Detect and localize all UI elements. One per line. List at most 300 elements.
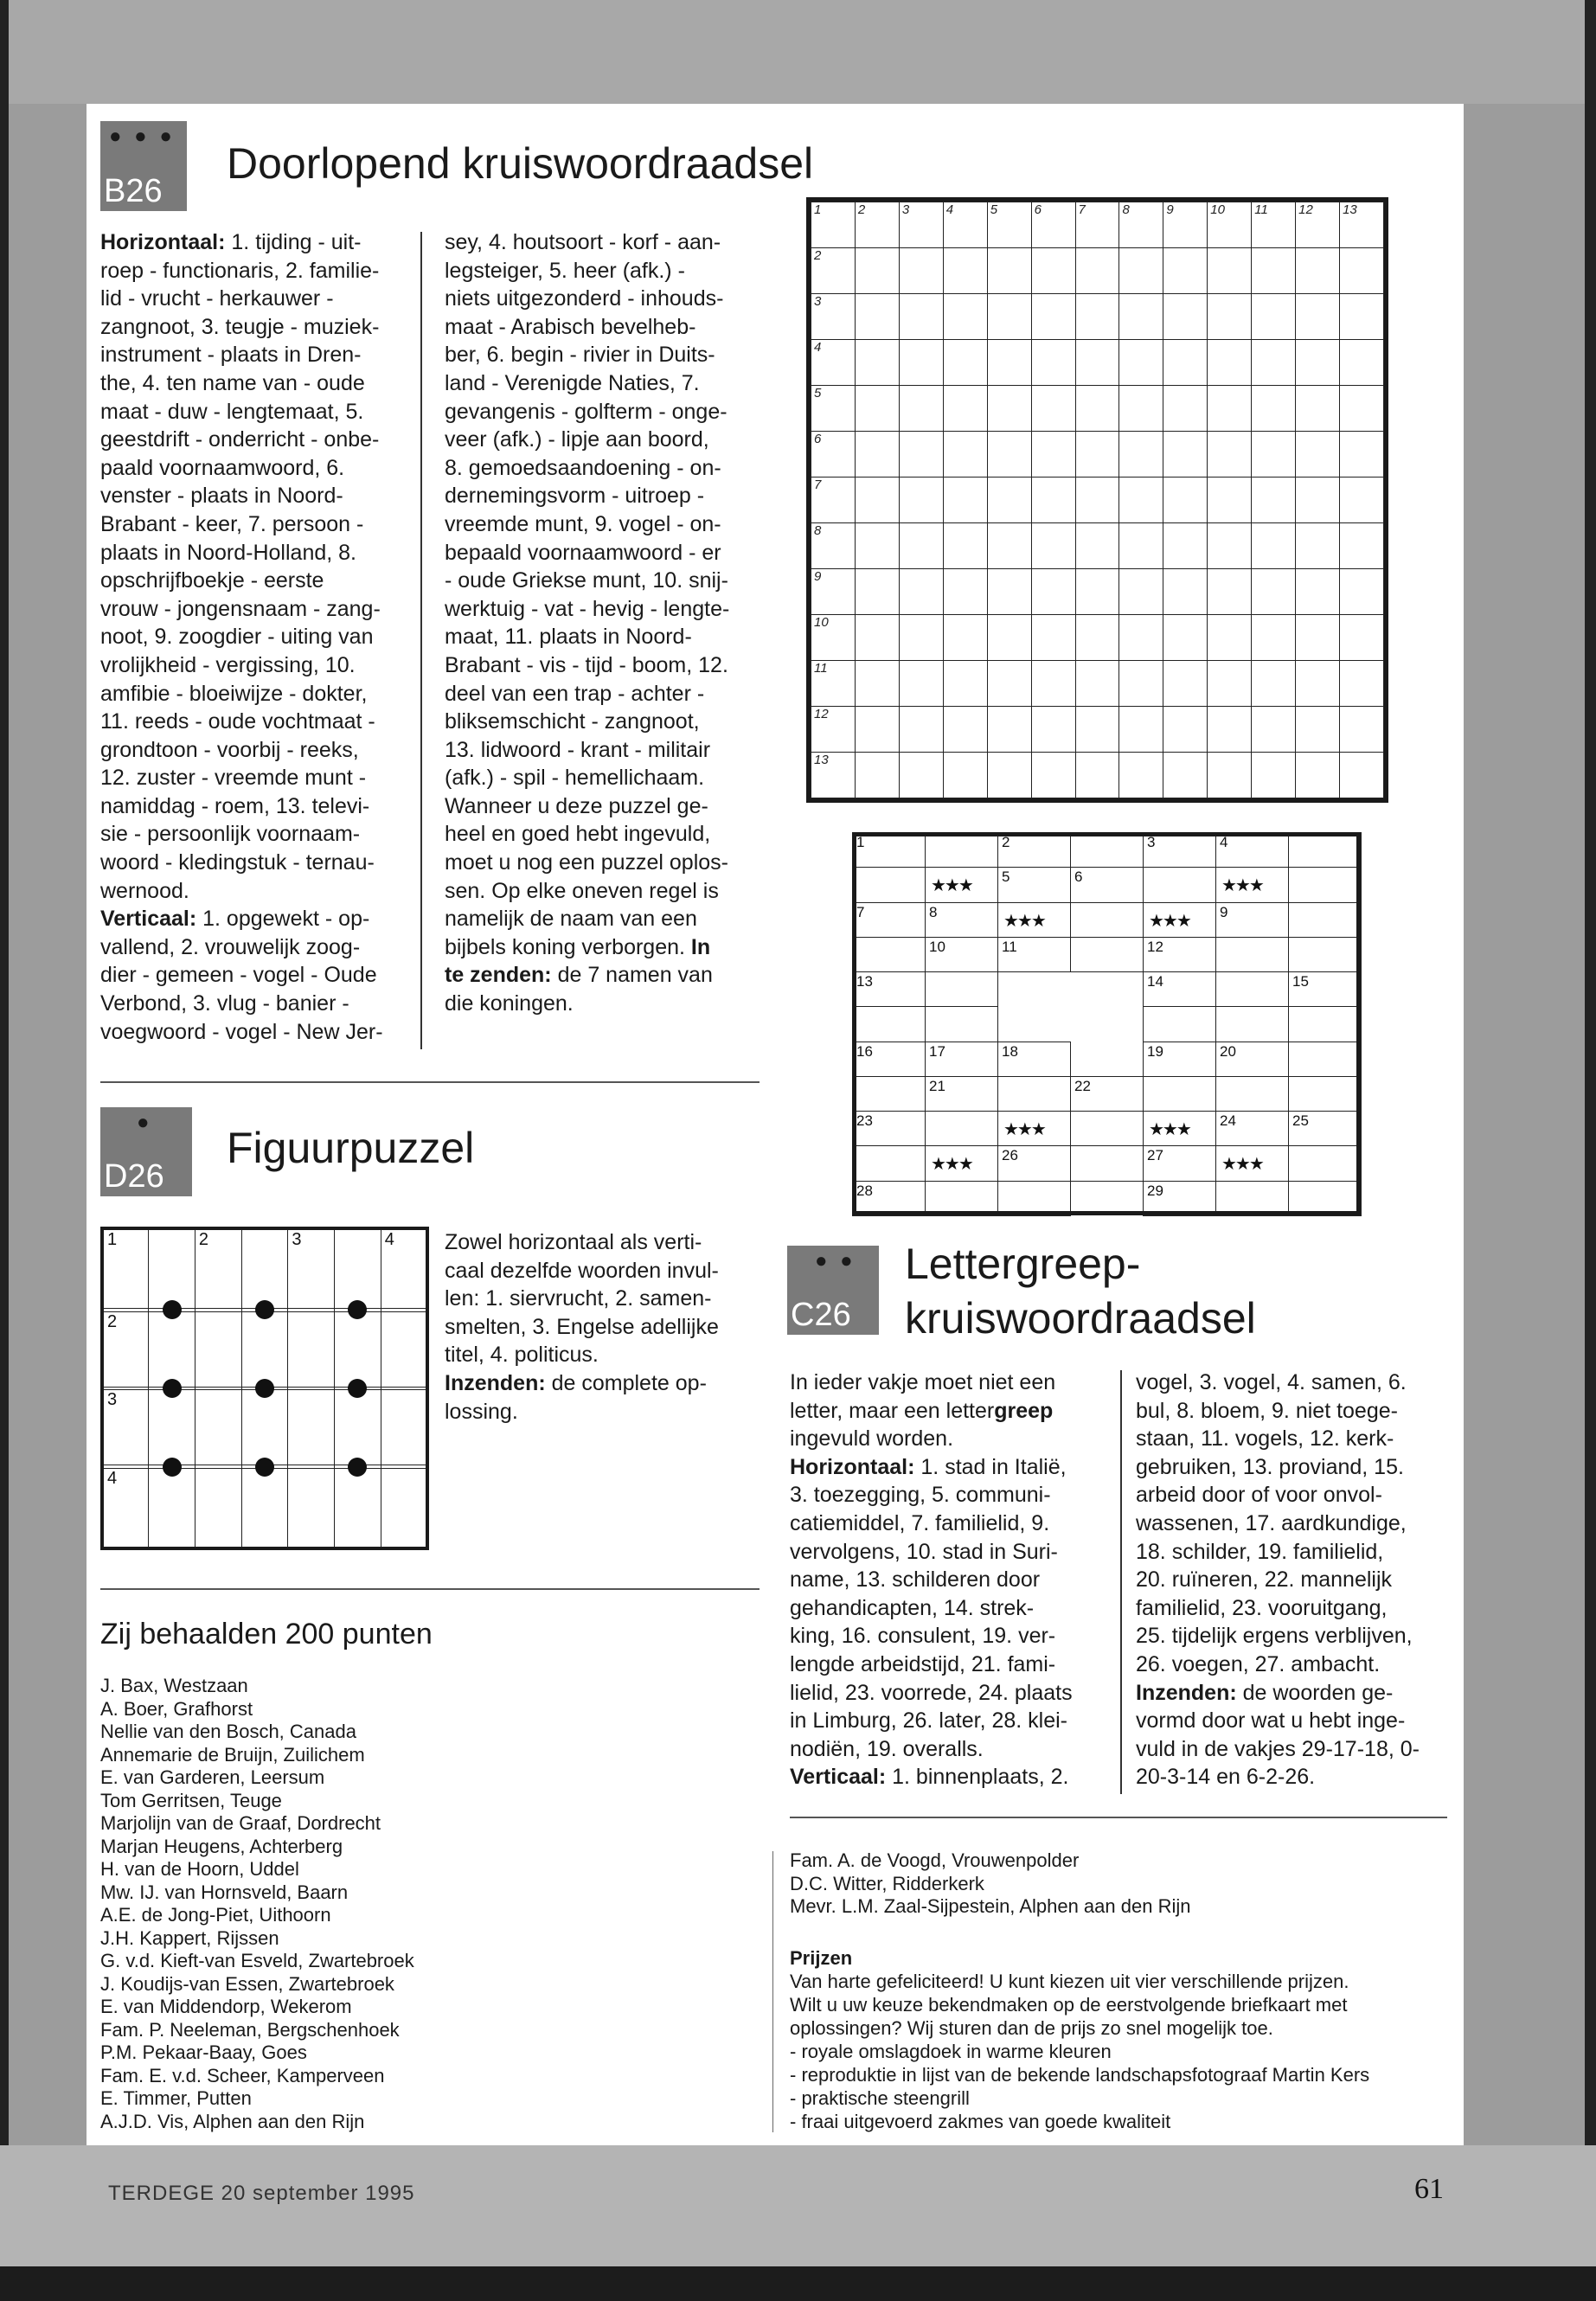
figure-cell[interactable] [241, 1228, 288, 1309]
grid-cell[interactable]: 10 [811, 615, 856, 661]
grid-cell[interactable] [1075, 523, 1119, 569]
grid-cell[interactable] [943, 248, 987, 294]
figure-cell[interactable]: 2 [195, 1228, 241, 1309]
grid-cell[interactable]: 13 [1340, 202, 1384, 248]
grid-cell[interactable] [1075, 248, 1119, 294]
figure-cell[interactable] [195, 1390, 241, 1465]
grid-cell[interactable]: 5 [987, 202, 1031, 248]
grid-cell[interactable] [1163, 294, 1208, 340]
grid-cell[interactable] [1031, 615, 1075, 661]
grid-cell[interactable] [943, 294, 987, 340]
grid-cell[interactable] [925, 971, 998, 1007]
grid-cell[interactable] [1031, 707, 1075, 753]
grid-cell[interactable] [987, 661, 1031, 707]
grid-cell[interactable] [1252, 340, 1296, 386]
section-divider [100, 1588, 760, 1590]
grid-cell[interactable] [1163, 386, 1208, 432]
grid-cell[interactable] [1215, 1006, 1289, 1042]
grid-cell[interactable] [1340, 523, 1384, 569]
figure-cell[interactable] [288, 1311, 335, 1387]
grid-cell[interactable] [1119, 661, 1163, 707]
grid-cell[interactable] [1340, 707, 1384, 753]
grid-cell[interactable] [1208, 753, 1252, 798]
grid-cell[interactable]: 9 [1215, 902, 1289, 938]
grid-cell[interactable] [899, 569, 943, 615]
grid-cell[interactable] [1163, 340, 1208, 386]
grid-cell[interactable] [1119, 523, 1163, 569]
grid-cell[interactable] [1119, 386, 1163, 432]
c26-code: C26 [791, 1297, 851, 1333]
grid-cell[interactable] [1296, 753, 1340, 798]
grid-cell[interactable] [943, 569, 987, 615]
grid-cell[interactable] [855, 294, 899, 340]
grid-cell[interactable]: 26 [997, 1145, 1071, 1181]
grid-cell[interactable] [1208, 569, 1252, 615]
grid-cell[interactable] [1163, 248, 1208, 294]
grid-cell[interactable]: 11 [1252, 202, 1296, 248]
figure-cell[interactable]: 4 [102, 1468, 149, 1548]
grid-cell[interactable] [899, 340, 943, 386]
grid-cell[interactable]: 14 [1143, 971, 1216, 1007]
winner-name: Annemarie de Bruijn, Zuilichem [100, 1743, 365, 1766]
grid-cell[interactable] [1288, 1042, 1362, 1077]
grid-cell[interactable] [855, 432, 899, 478]
grid-cell[interactable] [1070, 902, 1144, 938]
grid-cell[interactable] [855, 523, 899, 569]
grid-cell[interactable] [1252, 432, 1296, 478]
prize-line: Wilt u uw keuze bekendmaken op de eerstvolgende briefkaart met [790, 1994, 1348, 2016]
grid-cell[interactable] [1163, 523, 1208, 569]
grid-cell[interactable] [1163, 615, 1208, 661]
grid-cell[interactable] [1075, 661, 1119, 707]
grid-cell[interactable] [1340, 753, 1384, 798]
column-divider [772, 1851, 773, 2132]
grid-cell[interactable] [1075, 340, 1119, 386]
grid-cell[interactable] [1119, 294, 1163, 340]
grid-cell[interactable] [1143, 1111, 1216, 1146]
prizes-section [790, 1946, 1395, 2133]
grid-cell[interactable] [943, 615, 987, 661]
grid-cell[interactable] [987, 523, 1031, 569]
grid-cell[interactable] [1340, 294, 1384, 340]
grid-cell[interactable]: 15 [1288, 971, 1362, 1007]
grid-cell[interactable] [1252, 478, 1296, 523]
grid-cell[interactable] [899, 615, 943, 661]
grid-cell[interactable] [987, 478, 1031, 523]
prizes-title: Prijzen [790, 1947, 853, 1969]
grid-cell[interactable]: 8 [1119, 202, 1163, 248]
grid-cell[interactable] [899, 707, 943, 753]
grid-cell[interactable] [1340, 661, 1384, 707]
figure-cell[interactable] [381, 1390, 427, 1465]
figure-cell[interactable]: 3 [102, 1390, 149, 1465]
grid-cell[interactable]: 2 [997, 832, 1071, 868]
b26-code: B26 [104, 173, 163, 209]
grid-cell[interactable] [1215, 1181, 1289, 1216]
grid-cell[interactable] [1252, 386, 1296, 432]
figure-cell[interactable]: 3 [288, 1228, 335, 1309]
grid-cell[interactable] [1208, 707, 1252, 753]
grid-cell[interactable] [1252, 707, 1296, 753]
grid-cell[interactable] [1163, 661, 1208, 707]
figure-cell[interactable]: 2 [102, 1311, 149, 1387]
grid-cell[interactable] [1208, 661, 1252, 707]
grid-cell[interactable]: 18 [997, 1042, 1071, 1077]
grid-cell[interactable] [899, 753, 943, 798]
grid-cell[interactable]: 11 [997, 937, 1071, 972]
grid-cell[interactable] [1075, 294, 1119, 340]
grid-cell[interactable] [1340, 340, 1384, 386]
grid-cell[interactable] [1031, 569, 1075, 615]
grid-cell[interactable]: 23 [852, 1111, 926, 1146]
grid-cell[interactable] [1075, 386, 1119, 432]
grid-cell[interactable]: 13 [852, 971, 926, 1007]
grid-cell[interactable] [1119, 432, 1163, 478]
winner-name: J. Bax, Westzaan [100, 1675, 248, 1696]
grid-cell[interactable]: 9 [811, 569, 856, 615]
winner-name: Marjan Heugens, Achterberg [100, 1835, 343, 1857]
winner-name: D.C. Witter, Ridderkerk [790, 1872, 984, 1894]
grid-cell[interactable] [1075, 615, 1119, 661]
grid-cell[interactable] [1296, 294, 1340, 340]
grid-cell[interactable] [987, 615, 1031, 661]
grid-cell[interactable] [1340, 386, 1384, 432]
grid-cell[interactable] [1215, 1145, 1289, 1181]
grid-cell[interactable] [852, 1006, 926, 1042]
grid-cell[interactable] [1215, 1076, 1289, 1112]
grid-cell[interactable] [925, 832, 998, 868]
scan-border-left [0, 0, 9, 2301]
grid-cell[interactable] [1252, 294, 1296, 340]
c26-crossword-grid[interactable] [852, 832, 1361, 1215]
grid-cell[interactable]: 4 [811, 340, 856, 386]
figure-cell[interactable] [241, 1311, 288, 1387]
grid-cell[interactable] [1296, 523, 1340, 569]
grid-cell[interactable] [855, 661, 899, 707]
grid-cell[interactable] [1252, 753, 1296, 798]
grid-cell[interactable] [1070, 1111, 1144, 1146]
winner-name: P.M. Pekaar-Baay, Goes [100, 2041, 307, 2063]
grid-cell[interactable] [1208, 294, 1252, 340]
grid-cell[interactable] [925, 867, 998, 902]
grid-cell[interactable] [852, 937, 926, 972]
grid-cell[interactable]: 13 [811, 753, 856, 798]
grid-cell[interactable] [987, 294, 1031, 340]
grid-cell[interactable] [943, 523, 987, 569]
grid-cell[interactable] [1288, 867, 1362, 902]
grid-cell[interactable]: 5 [997, 867, 1071, 902]
grid-cell[interactable] [925, 1145, 998, 1181]
prize-line: - reproduktie in lijst van de bekende landschapsfotograaf Martin Kers [790, 2064, 1370, 2086]
grid-cell[interactable] [1119, 569, 1163, 615]
grid-cell[interactable]: 7 [811, 478, 856, 523]
grid-cell[interactable] [943, 432, 987, 478]
grid-cell[interactable]: 12 [811, 707, 856, 753]
grid-cell[interactable] [1075, 569, 1119, 615]
grid-cell[interactable] [1143, 867, 1216, 902]
grid-cell[interactable] [855, 569, 899, 615]
grid-cell[interactable]: 19 [1143, 1042, 1216, 1077]
d26-title: Figuurpuzzel [227, 1124, 475, 1172]
grid-cell[interactable] [1208, 386, 1252, 432]
grid-cell[interactable] [1208, 340, 1252, 386]
grid-cell[interactable] [1288, 902, 1362, 938]
grid-cell[interactable] [899, 661, 943, 707]
grid-cell[interactable] [1031, 661, 1075, 707]
grid-cell[interactable] [1340, 432, 1384, 478]
grid-cell[interactable] [1031, 248, 1075, 294]
grid-cell[interactable] [987, 340, 1031, 386]
grid-cell[interactable] [987, 753, 1031, 798]
grid-cell[interactable] [1208, 478, 1252, 523]
grid-cell[interactable] [997, 1111, 1071, 1146]
grid-cell[interactable] [1340, 615, 1384, 661]
grid-cell[interactable] [1143, 1006, 1216, 1042]
grid-cell[interactable] [1296, 615, 1340, 661]
grid-cell[interactable]: 8 [925, 902, 998, 938]
c26-title-line1: Lettergreep- [905, 1240, 1141, 1288]
grid-cell[interactable] [1075, 753, 1119, 798]
prize-line: Van harte gefeliciteerd! U kunt kiezen uit vier verschillende prijzen. [790, 1971, 1349, 1992]
grid-cell[interactable] [1296, 569, 1340, 615]
grid-cell[interactable]: 5 [811, 386, 856, 432]
grid-cell[interactable]: 1 [811, 202, 856, 248]
grid-cell[interactable] [997, 902, 1071, 938]
grid-cell[interactable] [899, 294, 943, 340]
grid-cell[interactable]: 24 [1215, 1111, 1289, 1146]
grid-cell[interactable]: 10 [1208, 202, 1252, 248]
grid-cell[interactable] [943, 661, 987, 707]
grid-cell[interactable]: 1 [852, 832, 926, 868]
grid-cell[interactable] [1215, 971, 1289, 1007]
grid-cell[interactable] [1252, 248, 1296, 294]
grid-cell[interactable] [1296, 340, 1340, 386]
figure-cell[interactable] [241, 1468, 288, 1548]
figure-cell[interactable] [381, 1311, 427, 1387]
grid-cell[interactable] [855, 615, 899, 661]
grid-cell[interactable] [997, 1076, 1071, 1112]
grid-cell[interactable] [899, 248, 943, 294]
figure-cell[interactable] [149, 1228, 195, 1309]
grid-cell[interactable] [855, 386, 899, 432]
grid-cell[interactable]: 16 [852, 1042, 926, 1077]
d26-figure-grid[interactable] [100, 1227, 429, 1550]
column-divider [420, 232, 422, 1049]
grid-cell[interactable] [943, 478, 987, 523]
grid-cell[interactable] [1070, 937, 1144, 972]
grid-cell[interactable] [1252, 661, 1296, 707]
grid-cell[interactable] [1288, 1181, 1362, 1216]
grid-cell[interactable] [1296, 386, 1340, 432]
grid-cell[interactable] [1075, 707, 1119, 753]
grid-cell[interactable]: 2 [855, 202, 899, 248]
grid-cell[interactable] [1296, 661, 1340, 707]
grid-cell[interactable] [1288, 832, 1362, 868]
grid-cell[interactable] [855, 340, 899, 386]
grid-cell[interactable] [1163, 478, 1208, 523]
grid-cell[interactable] [1075, 432, 1119, 478]
figure-cell[interactable] [335, 1311, 381, 1387]
grid-cell[interactable] [1288, 1145, 1362, 1181]
grid-cell[interactable]: 12 [1143, 937, 1216, 972]
grid-cell[interactable] [1288, 937, 1362, 972]
grid-cell[interactable] [1119, 340, 1163, 386]
grid-cell[interactable] [1119, 478, 1163, 523]
prize-line: - royale omslagdoek in warme kleuren [790, 2041, 1112, 2062]
grid-cell[interactable] [1163, 707, 1208, 753]
winner-name: E. van Middendorp, Wekerom [100, 1996, 352, 2017]
grid-cell[interactable] [855, 753, 899, 798]
grid-cell[interactable]: 17 [925, 1042, 998, 1077]
grid-cell[interactable] [1031, 478, 1075, 523]
grid-cell[interactable]: 7 [852, 902, 926, 938]
grid-cell[interactable]: 9 [1163, 202, 1208, 248]
grid-cell[interactable] [1031, 523, 1075, 569]
grid-cell[interactable] [1031, 432, 1075, 478]
grid-cell[interactable]: 25 [1288, 1111, 1362, 1146]
grid-cell[interactable] [987, 707, 1031, 753]
grid-cell[interactable] [1031, 340, 1075, 386]
c26-clues-column-2: vogel, 3. vogel, 4. samen, 6. bul, 8. bloem, 9. niet toege- staan, 11. vogels, 12. kerk- gebruiken, 13. proviand, 15. arbeid door of voor onvol- wassenen, 17. aardkundige, 18. schilder, 19. familielid, 20. ruïneren, 22. mannelijk familielid, 23. vooruitgang, 25. tijdelijk ergens verblijven, 26. voegen, 27. ambacht. Inzenden: de woorden ge- vormd door wat u hebt inge- vuld in de vakjes 29-17-18, 0- 20-3-14 en 6-2-26. [1136, 1370, 1420, 1790]
grid-cell[interactable] [1163, 569, 1208, 615]
grid-cell[interactable] [987, 386, 1031, 432]
b26-crossword-grid[interactable] [806, 197, 1388, 803]
grid-cell[interactable]: 3 [1143, 832, 1216, 868]
grid-cell[interactable] [1252, 523, 1296, 569]
grid-cell[interactable]: 6 [1070, 867, 1144, 902]
stars-icon: ★★★ [1221, 876, 1263, 896]
grid-cell[interactable] [1163, 753, 1208, 798]
grid-cell[interactable] [899, 478, 943, 523]
grid-cell[interactable]: 12 [1296, 202, 1340, 248]
grid-cell[interactable] [1070, 1145, 1144, 1181]
grid-cell[interactable] [943, 340, 987, 386]
grid-cell[interactable]: 7 [1075, 202, 1119, 248]
grid-cell[interactable] [1208, 248, 1252, 294]
grid-cell[interactable] [855, 248, 899, 294]
b26-dots: ● ● ● [109, 125, 176, 148]
figure-cell[interactable]: 1 [102, 1228, 149, 1309]
winner-name: Nellie van den Bosch, Canada [100, 1721, 356, 1742]
grid-cell[interactable]: 21 [925, 1076, 998, 1112]
grid-cell[interactable] [1215, 937, 1289, 972]
grid-cell[interactable] [1119, 248, 1163, 294]
figure-cell[interactable] [149, 1311, 195, 1387]
figure-cell[interactable] [195, 1311, 241, 1387]
grid-cell[interactable] [1143, 1076, 1216, 1112]
grid-cell[interactable] [925, 1111, 998, 1146]
grid-cell[interactable] [1215, 867, 1289, 902]
grid-cell[interactable] [1119, 707, 1163, 753]
figure-cell[interactable] [335, 1390, 381, 1465]
grid-cell[interactable] [1208, 523, 1252, 569]
grid-cell[interactable] [987, 248, 1031, 294]
grid-cell[interactable]: 8 [811, 523, 856, 569]
grid-cell[interactable] [1340, 569, 1384, 615]
grid-cell[interactable]: 3 [899, 202, 943, 248]
figure-cell[interactable] [288, 1390, 335, 1465]
grid-cell[interactable]: 22 [1070, 1076, 1144, 1112]
grid-cell[interactable] [855, 478, 899, 523]
grid-cell[interactable]: 27 [1143, 1145, 1216, 1181]
grid-cell[interactable] [1252, 615, 1296, 661]
grid-cell[interactable] [1119, 615, 1163, 661]
grid-cell[interactable] [1143, 902, 1216, 938]
grid-cell[interactable] [1031, 294, 1075, 340]
winner-name: Mevr. L.M. Zaal-Sijpestein, Alphen aan den Rijn [790, 1895, 1191, 1917]
grid-cell[interactable] [1296, 432, 1340, 478]
grid-cell[interactable] [925, 1006, 998, 1042]
grid-cell[interactable]: 28 [852, 1181, 926, 1216]
grid-cell[interactable] [925, 1181, 998, 1216]
figure-cell[interactable] [149, 1468, 195, 1548]
grid-cell[interactable]: 4 [1215, 832, 1289, 868]
grid-cell[interactable] [1075, 478, 1119, 523]
stars-icon: ★★★ [931, 1155, 972, 1175]
grid-cell[interactable]: 29 [1143, 1181, 1216, 1216]
figure-cell[interactable] [288, 1468, 335, 1548]
grid-cell[interactable] [855, 707, 899, 753]
grid-cell[interactable] [852, 1076, 926, 1112]
grid-cell[interactable] [943, 707, 987, 753]
grid-cell[interactable] [1163, 432, 1208, 478]
grid-cell[interactable] [1296, 248, 1340, 294]
grid-cell[interactable]: 4 [943, 202, 987, 248]
grid-cell[interactable] [997, 1181, 1071, 1216]
figure-cell[interactable] [335, 1468, 381, 1548]
grid-cell[interactable] [852, 1145, 926, 1181]
grid-cell[interactable] [1296, 707, 1340, 753]
grid-cell[interactable] [899, 432, 943, 478]
grid-cell[interactable] [1296, 478, 1340, 523]
winner-name: G. v.d. Kieft-van Esveld, Zwartebroek [100, 1950, 414, 1971]
grid-cell[interactable]: 2 [811, 248, 856, 294]
grid-cell[interactable] [1288, 1006, 1362, 1042]
grid-cell[interactable]: 6 [811, 432, 856, 478]
winner-name: A.E. de Jong-Piet, Uithoorn [100, 1904, 331, 1926]
figure-cell[interactable] [241, 1390, 288, 1465]
grid-cell[interactable] [943, 386, 987, 432]
grid-cell[interactable] [943, 753, 987, 798]
grid-cell[interactable] [1031, 386, 1075, 432]
grid-cell[interactable] [1288, 1076, 1362, 1112]
grid-cell[interactable] [852, 867, 926, 902]
grid-cell[interactable]: 3 [811, 294, 856, 340]
grid-cell[interactable] [899, 386, 943, 432]
grid-cell[interactable] [1031, 753, 1075, 798]
section-divider [100, 1081, 760, 1083]
grid-cell[interactable] [987, 569, 1031, 615]
figure-cell[interactable] [195, 1468, 241, 1548]
grid-cell[interactable] [1340, 248, 1384, 294]
grid-cell[interactable] [1252, 569, 1296, 615]
grid-cell[interactable]: 20 [1215, 1042, 1289, 1077]
grid-cell[interactable] [1208, 432, 1252, 478]
figure-cell[interactable] [335, 1228, 381, 1309]
grid-cell[interactable] [1340, 478, 1384, 523]
grid-cell[interactable] [899, 523, 943, 569]
grid-cell[interactable]: 10 [925, 937, 998, 972]
figure-cell[interactable]: 4 [381, 1228, 427, 1309]
figure-cell[interactable] [149, 1390, 195, 1465]
grid-cell[interactable] [1119, 753, 1163, 798]
figure-cell[interactable] [381, 1468, 427, 1548]
grid-cell[interactable] [1208, 615, 1252, 661]
grid-cell[interactable] [987, 432, 1031, 478]
grid-cell[interactable]: 11 [811, 661, 856, 707]
c26-title-line2: kruiswoordraadsel [905, 1294, 1256, 1343]
grid-cell[interactable]: 6 [1031, 202, 1075, 248]
